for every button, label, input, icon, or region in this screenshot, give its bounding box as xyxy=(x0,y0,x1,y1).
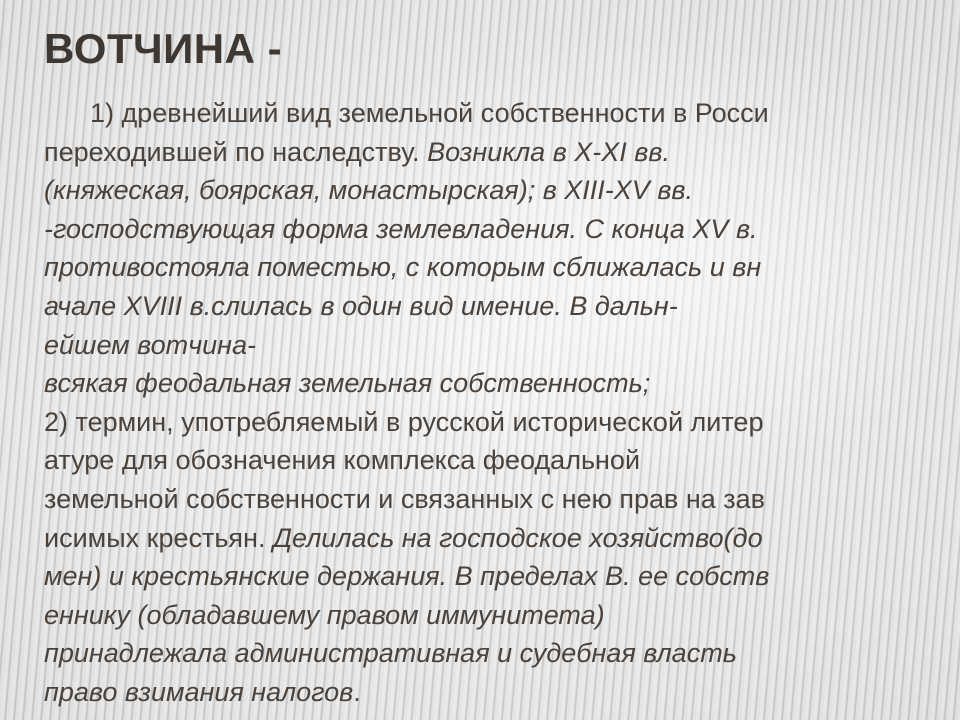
text-line xyxy=(44,441,914,480)
italic-text: -господствующая форма землевладения. С конца XV в. xyxy=(44,213,758,244)
text-line xyxy=(44,673,914,712)
text-line xyxy=(44,326,914,365)
text-line xyxy=(44,171,914,210)
text-line xyxy=(44,248,914,287)
text-line xyxy=(44,403,914,442)
text-line xyxy=(44,480,914,519)
italic-text: Делилась на господское хозяйство(до xyxy=(272,522,763,553)
italic-text: Возникла в X-XI вв. xyxy=(427,136,670,167)
italic-text: (княжеская, боярская, монастырская); в XIII-XV вв. xyxy=(44,175,694,206)
italic-text: ачале XVIII в.слилась в один вид имение. В дальн- xyxy=(44,290,678,321)
regular-text: земельной собственности и связанных с нею прав на зав xyxy=(44,483,766,514)
italic-text: всякая феодальная земельная собственность; xyxy=(44,368,651,399)
regular-text: исимых крестьян. xyxy=(44,522,273,553)
italic-text: право взимания налогов xyxy=(44,676,354,707)
regular-text: переходившей по наследству. xyxy=(44,136,428,167)
text-line xyxy=(44,557,914,596)
regular-text: 2) термин, употребляемый в русской исторической литер xyxy=(44,406,764,437)
italic-text: ейшем вотчина- xyxy=(44,329,257,360)
text-line xyxy=(44,94,914,133)
text-line xyxy=(44,519,914,558)
slide-body xyxy=(44,94,914,712)
text-line xyxy=(44,133,914,172)
italic-text: еннику (обладавшему правом иммунитета) xyxy=(44,599,605,630)
text-line xyxy=(44,210,914,249)
text-line xyxy=(44,287,914,326)
regular-text: . xyxy=(353,676,361,707)
italic-text: противостояла поместью, с которым сближалась и вн xyxy=(44,252,762,283)
slide-title: ВОТЧИНА - xyxy=(44,25,283,72)
regular-text: атуре для обозначения комплекса феодальной xyxy=(44,445,641,476)
italic-text: принадлежала административная и судебная власть xyxy=(44,638,737,669)
text-line xyxy=(44,634,914,673)
italic-text: мен) и крестьянские держания. В пределах В. ее собств xyxy=(44,561,770,592)
text-line xyxy=(44,596,914,635)
text-line xyxy=(44,364,914,403)
regular-text: 1) древнейший вид земельной собственности в Росси xyxy=(90,98,769,128)
